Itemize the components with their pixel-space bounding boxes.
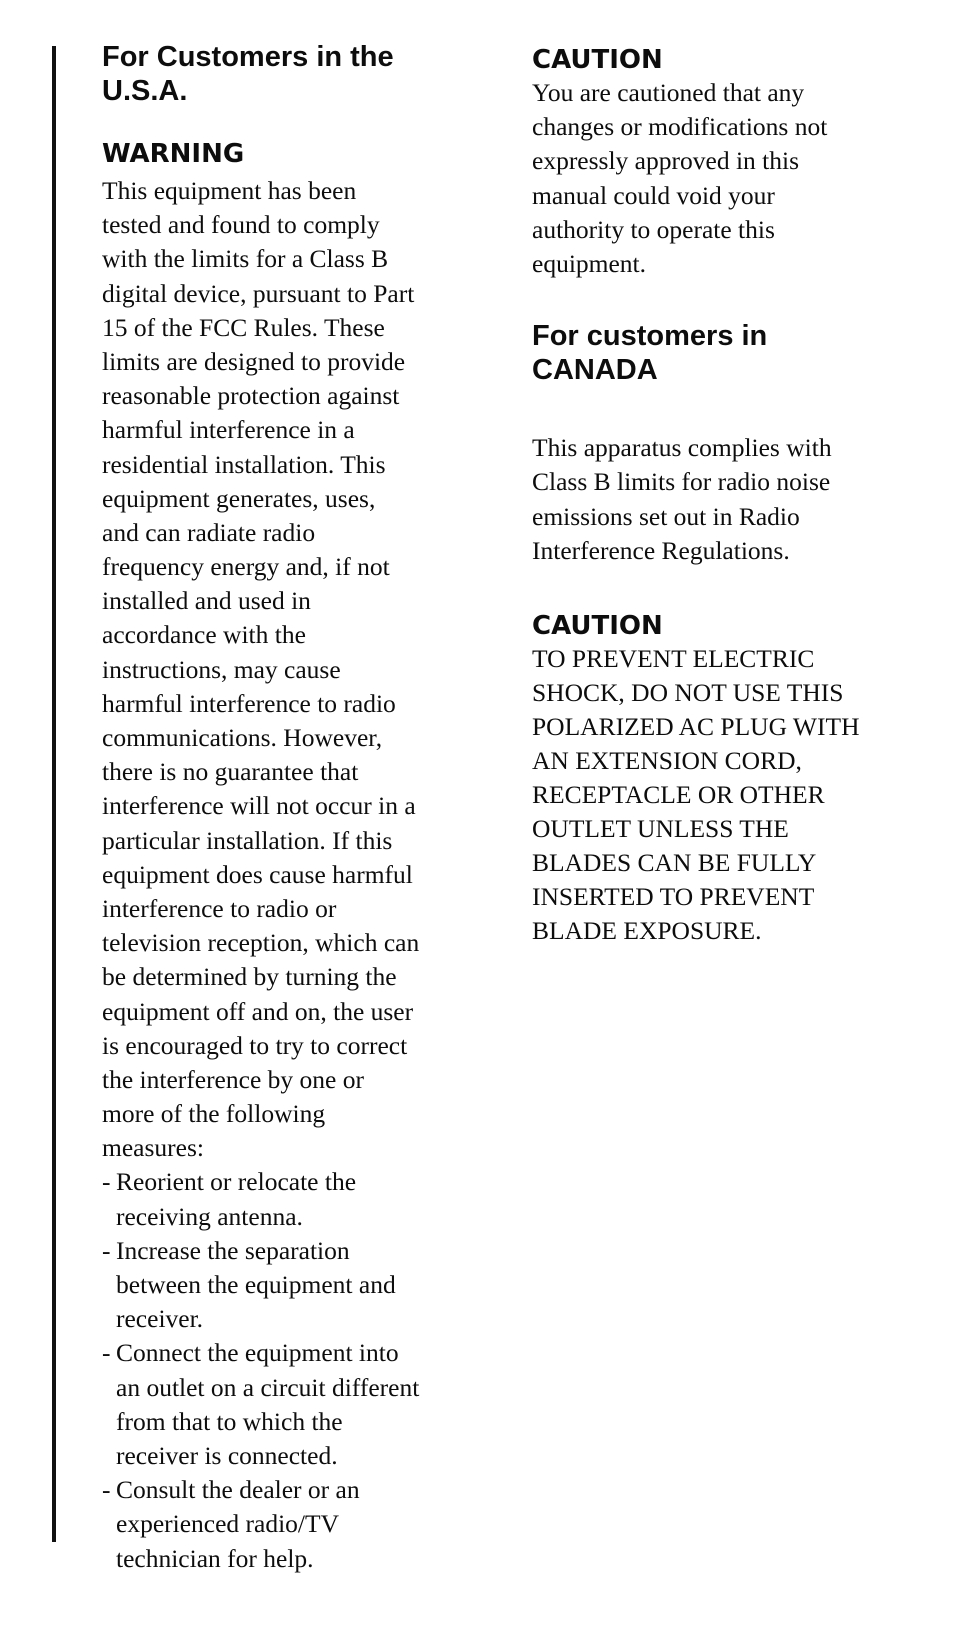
list-dash: - (102, 1235, 111, 1265)
text-line: between the equipment and (116, 1270, 396, 1299)
list-item (102, 1234, 492, 1337)
text-line: Increase the separation (116, 1235, 350, 1265)
list-item (102, 1165, 492, 1233)
text-line: measures: (102, 1133, 204, 1163)
text-line: installed and used in (102, 586, 311, 616)
text-line: manual could void your (532, 180, 775, 210)
text-line: BLADE EXPOSURE. (532, 915, 762, 945)
list-dash: - (102, 1338, 111, 1368)
text-line: INSERTED TO PREVENT (532, 881, 815, 911)
text-line: more of the following (102, 1099, 326, 1129)
text-line: limits are designed to provide (102, 346, 406, 376)
text-line: receiver. (116, 1304, 204, 1334)
text-line: tested and found to comply (102, 210, 380, 240)
text-line: receiver is connected. (116, 1440, 338, 1470)
text-line: and can radiate radio (102, 517, 316, 547)
usa-heading: For Customers in the U.S.A. (102, 41, 394, 107)
text-line: equipment generates, uses, (102, 483, 376, 513)
text-line: receiving antenna. (116, 1201, 303, 1231)
list-dash: - (102, 1167, 111, 1197)
text-line: POLARIZED AC PLUG WITH (532, 711, 860, 741)
text-line: from that to which the (116, 1406, 343, 1436)
caution-title: CAUTION (532, 45, 663, 75)
measures-list (102, 1165, 492, 1575)
text-line: frequency energy and, if not (102, 552, 390, 582)
text-line: digital device, pursuant to Part (102, 278, 415, 308)
usa-section (102, 40, 492, 1576)
text-line: be determined by turning the (102, 962, 397, 992)
text-line: OUTLET UNLESS THE (532, 813, 789, 843)
right-column (532, 44, 942, 948)
text-line: residential installation. This (102, 449, 386, 479)
text-line: BLADES CAN BE FULLY (532, 847, 817, 877)
text-line: harmful interference in a (102, 415, 355, 445)
text-line: Consult the dealer or an (116, 1475, 360, 1505)
list-dash: - (102, 1475, 111, 1505)
text-line: accordance with the (102, 620, 306, 650)
text-line: emissions set out in Radio (532, 501, 800, 531)
warning-title: WARNING (102, 139, 245, 169)
text-line: television reception, which can (102, 928, 420, 958)
text-line: interference to radio or (102, 893, 337, 923)
text-line: This equipment has been (102, 176, 357, 205)
text-line: TO PREVENT ELECTRIC (532, 643, 815, 673)
text-line: Connect the equipment into (116, 1338, 399, 1368)
text-line: You are cautioned that any (532, 78, 805, 107)
text-line: interference will not occur in a (102, 791, 416, 821)
text-line: with the limits for a Class B (102, 244, 389, 274)
text-line: authority to operate this (532, 214, 775, 244)
text-line: reasonable protection against (102, 381, 400, 411)
list-item (102, 1473, 492, 1576)
text-line: Interference Regulations. (532, 535, 790, 565)
canada-text (532, 431, 942, 568)
text-line: experienced radio/TV (116, 1509, 340, 1539)
text-line: technician for help. (116, 1543, 314, 1573)
text-line: particular installation. If this (102, 825, 393, 855)
text-line: RECEPTACLE OR OTHER (532, 779, 825, 809)
text-line: SHOCK, DO NOT USE THIS (532, 677, 844, 707)
text-line: there is no guarantee that (102, 757, 359, 787)
text-line: Class B limits for radio noise (532, 467, 831, 497)
text-line: Reorient or relocate the (116, 1167, 357, 1197)
warning-text (102, 174, 492, 1165)
text-line: changes or modifications not (532, 112, 828, 142)
text-line: the interference by one or (102, 1064, 364, 1094)
text-line: instructions, may cause (102, 654, 341, 684)
caution-text (532, 642, 942, 948)
text-line: communications. However, (102, 723, 383, 752)
text-line: equipment does cause harmful (102, 859, 413, 889)
text-line: equipment off and on, the user (102, 996, 414, 1026)
text-line: 15 of the FCC Rules. These (102, 312, 385, 342)
text-line: expressly approved in this (532, 146, 799, 176)
text-line: an outlet on a circuit different (116, 1372, 420, 1402)
text-line: equipment. (532, 248, 647, 278)
text-line: harmful interference to radio (102, 688, 396, 718)
caution-title: CAUTION (532, 610, 663, 641)
text-line: is encouraged to try to correct (102, 1030, 408, 1060)
text-line: AN EXTENSION CORD, (532, 745, 802, 775)
text-line: This apparatus complies with (532, 433, 832, 463)
caution-text (532, 76, 942, 281)
margin-rule (52, 46, 56, 1542)
canada-heading: For customers in CANADA (532, 320, 768, 387)
list-item (102, 1336, 492, 1473)
